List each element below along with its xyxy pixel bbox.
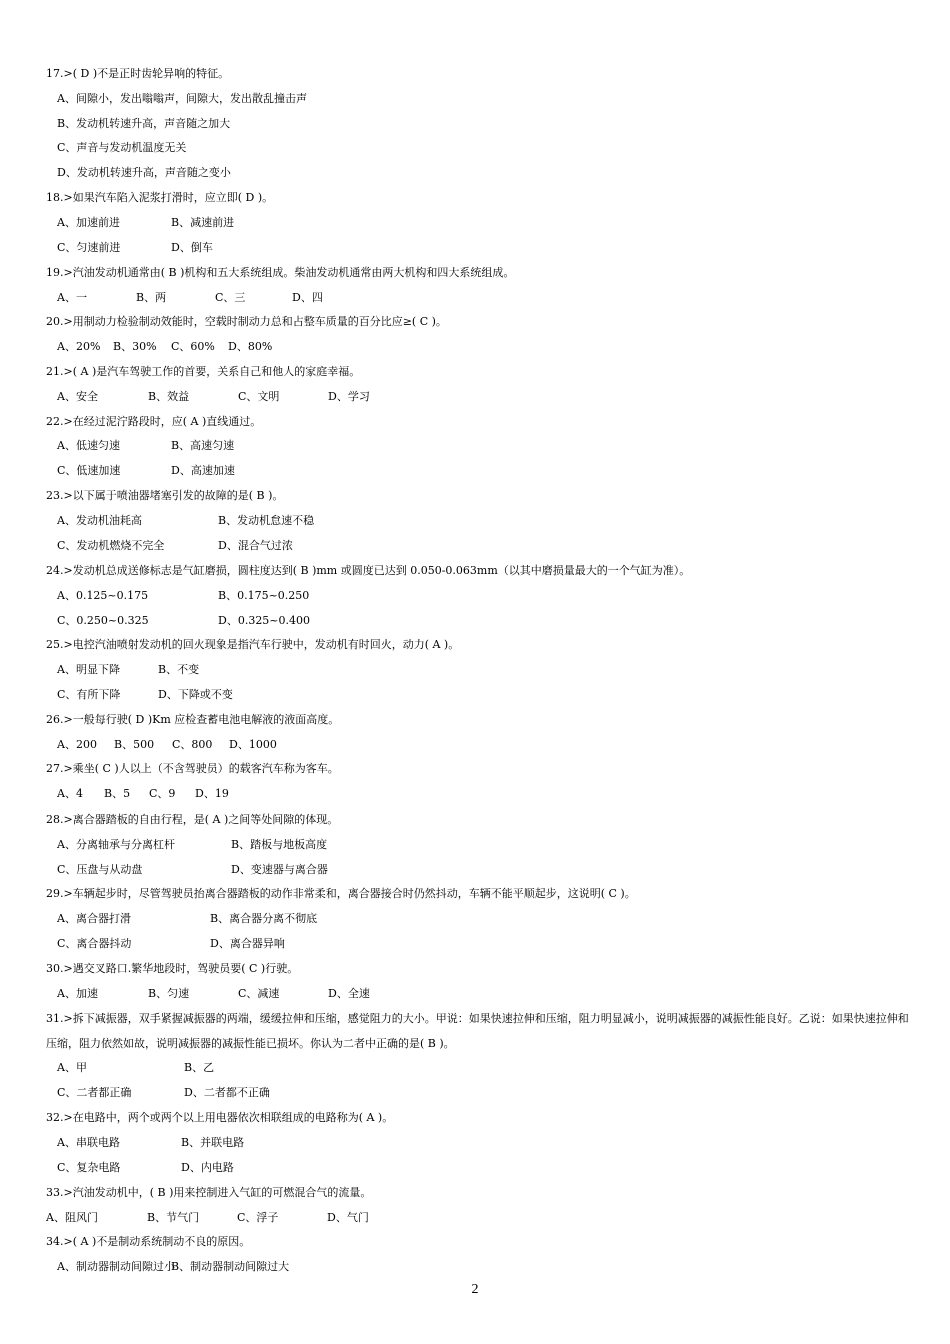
answer-option: B、离合器分离不彻底 [210, 912, 318, 925]
answer-option: D、混合气过浓 [218, 539, 293, 552]
answer-option: D、80% [228, 340, 273, 353]
answer-option: A、低速匀速 [57, 439, 120, 452]
answer-option: D、四 [292, 291, 323, 304]
answer-option: B、两 [136, 291, 167, 304]
question-text: 26.>一般每行驶( D )Km 应检查蓄电池电解液的液面高度。 [46, 713, 340, 726]
question-text: 18.>如果汽车陷入泥浆打滑时，应立即( D )。 [46, 191, 274, 204]
question-text: 29.>车辆起步时，尽管驾驶员抬离合器踏板的动作非常柔和，离合器接合时仍然抖动，车辆不能平顺起步，这说明( C )。 [46, 887, 636, 900]
question-text: 34.>( A )不是制动系统制动不良的原因。 [46, 1235, 251, 1248]
answer-option: C、声音与发动机温度无关 [57, 141, 187, 154]
answer-option: A、阻风门 [46, 1211, 98, 1224]
answer-option: C、发动机燃烧不完全 [57, 539, 165, 552]
answer-option: C、复杂电路 [57, 1161, 121, 1174]
answer-option: A、发动机油耗高 [57, 514, 142, 527]
answer-option: C、800 [172, 738, 213, 751]
answer-option: D、离合器异响 [210, 937, 285, 950]
answer-option: A、200 [57, 738, 97, 751]
answer-option: A、离合器打滑 [57, 912, 131, 925]
answer-option: A、0.125~0.175 [57, 589, 149, 602]
answer-option: D、19 [195, 787, 229, 800]
answer-option: B、乙 [184, 1061, 215, 1074]
answer-option: D、全速 [328, 987, 370, 1000]
answer-option: C、离合器抖动 [57, 937, 132, 950]
question-text: 19.>汽油发动机通常由( B )机构和五大系统组成。柴油发动机通常由两大机构和四大系统组成。 [46, 266, 515, 279]
answer-option: B、发动机转速升高，声音随之加大 [57, 117, 231, 130]
question-text: 17.>( D )不是正时齿轮异响的特征。 [46, 67, 230, 80]
answer-option: D、下降或不变 [158, 688, 233, 701]
answer-option: A、20% [57, 340, 101, 353]
answer-option: B、5 [104, 787, 131, 800]
question-text: 28.>离合器踏板的自由行程，是( A )之间等处间隙的体现。 [46, 813, 339, 826]
answer-option: D、发动机转速升高，声音随之变小 [57, 166, 231, 179]
answer-option: D、二者都不正确 [184, 1086, 270, 1099]
answer-option: C、文明 [238, 390, 280, 403]
answer-option: B、不变 [158, 663, 200, 676]
answer-option: C、压盘与从动盘 [57, 863, 143, 876]
answer-option: B、节气门 [147, 1211, 200, 1224]
question-text: 31.>拆下减振器，双手紧握减振器的两端，缓缓拉伸和压缩，感觉阻力的大小。甲说：如果快速拉伸和压缩，阻力明显减小，说明减振器的减振性能良好。乙说：如果快速拉伸和压缩，阻力依然如故，说明减振器的减振性能已损坏。你认为二者中正确的是( B )。 [46, 1012, 909, 1050]
answer-option: B、发动机怠速不稳 [218, 514, 315, 527]
answer-option: B、0.175~0.250 [218, 589, 310, 602]
answer-option: B、减速前进 [171, 216, 235, 229]
answer-option: B、并联电路 [181, 1136, 245, 1149]
answer-option: B、匀速 [148, 987, 190, 1000]
answer-option: C、减速 [238, 987, 280, 1000]
answer-option: A、串联电路 [57, 1136, 120, 1149]
question-text: 25.>电控汽油喷射发动机的回火现象是指汽车行驶中，发动机有时回火，动力( A )。 [46, 638, 460, 651]
question-text: 22.>在经过泥泞路段时，应( A )直线通过。 [46, 415, 262, 428]
question-text: 33.>汽油发动机中，( B )用来控制进入气缸的可燃混合气的流量。 [46, 1186, 372, 1199]
answer-option: C、0.250~0.325 [57, 614, 149, 627]
answer-option: D、高速加速 [171, 464, 235, 477]
page-number: 2 [471, 1282, 479, 1297]
answer-option: C、匀速前进 [57, 241, 121, 254]
answer-option: D、变速器与离合器 [231, 863, 328, 876]
question-text: 21.>( A )是汽车驾驶工作的首要，关系自己和他人的家庭幸福。 [46, 365, 361, 378]
answer-option: A、一 [57, 291, 87, 304]
answer-option: D、气门 [327, 1211, 369, 1224]
answer-option: C、浮子 [237, 1211, 279, 1224]
answer-option: B、效益 [148, 390, 190, 403]
answer-option: C、有所下降 [57, 688, 121, 701]
answer-option: A、加速前进 [57, 216, 120, 229]
answer-option: B、高速匀速 [171, 439, 235, 452]
answer-option: D、0.325~0.400 [218, 614, 311, 627]
question-text: 30.>遇交叉路口.繁华地段时，驾驶员要( C )行驶。 [46, 962, 299, 975]
answer-option: C、低速加速 [57, 464, 121, 477]
answer-option: B、500 [114, 738, 155, 751]
question-text: 20.>用制动力检验制动效能时，空载时制动力总和占整车质量的百分比应≥( C )。 [46, 315, 447, 328]
answer-option: A、加速 [57, 987, 98, 1000]
answer-option: D、倒车 [171, 241, 213, 254]
answer-option: A、制动器制动间隙过小 [57, 1260, 175, 1273]
question-text: 23.>以下属于喷油器堵塞引发的故障的是( B )。 [46, 489, 284, 502]
answer-option: A、安全 [57, 390, 98, 403]
answer-option: A、明显下降 [57, 663, 120, 676]
answer-option: A、甲 [57, 1061, 87, 1074]
answer-option: D、学习 [328, 390, 370, 403]
answer-option: B、30% [113, 340, 157, 353]
answer-option: D、1000 [229, 738, 277, 751]
answer-option: B、踏板与地板高度 [231, 838, 328, 851]
answer-option: D、内电路 [181, 1161, 234, 1174]
answer-option: C、二者都正确 [57, 1086, 132, 1099]
question-text: 24.>发动机总成送修标志是气缸磨损，圆柱度达到( B )mm 或圆度已达到 0.050-0.063mm（以其中磨损量最大的一个气缸为准）。 [46, 564, 691, 577]
answer-option: A、分离轴承与分离杠杆 [57, 838, 175, 851]
answer-option: A、4 [57, 787, 83, 800]
answer-option: C、三 [215, 291, 246, 304]
question-text: 32.>在电路中，两个或两个以上用电器依次相联组成的电路称为( A )。 [46, 1111, 394, 1124]
answer-option: B、制动器制动间隙过大 [171, 1260, 290, 1273]
question-text: 27.>乘坐( C )人以上（不含驾驶员）的载客汽车称为客车。 [46, 762, 339, 775]
answer-option: C、9 [149, 787, 176, 800]
answer-option: C、60% [171, 340, 215, 353]
answer-option: A、间隙小，发出嗡嗡声，间隙大，发出散乱撞击声 [57, 92, 307, 105]
